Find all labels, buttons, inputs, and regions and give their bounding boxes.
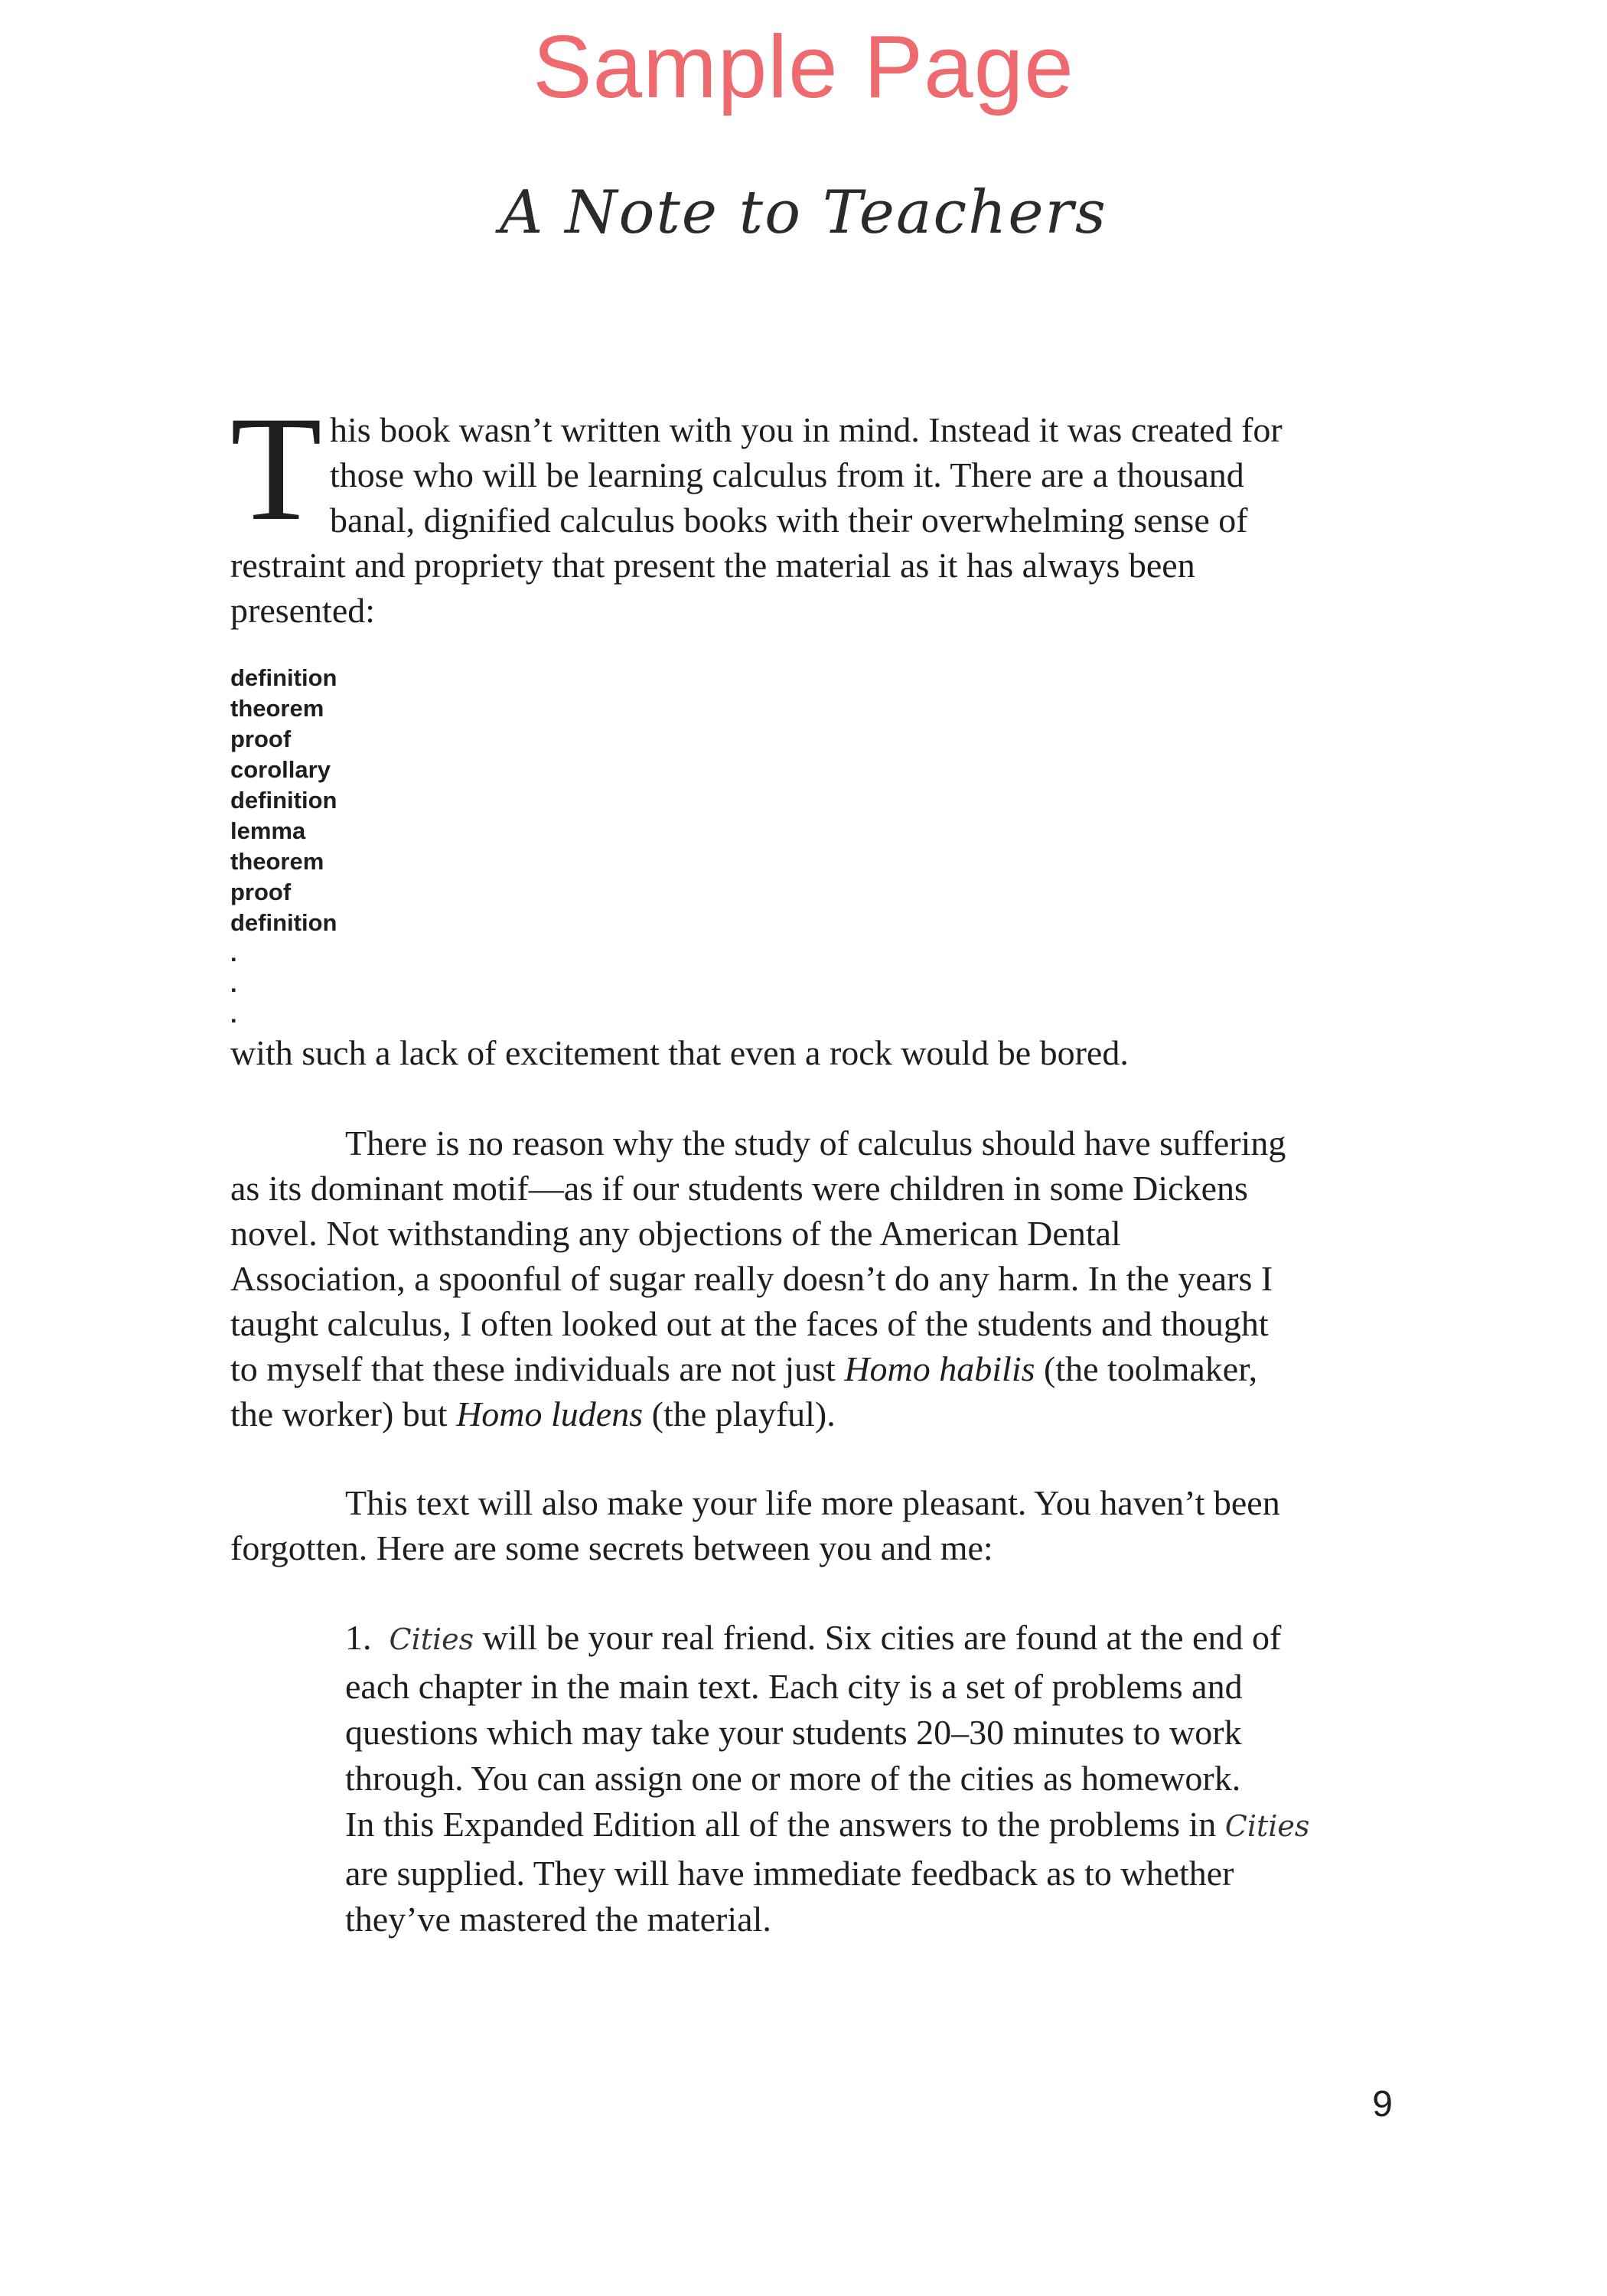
list-item: theorem (230, 695, 324, 722)
numbered-item-1 (345, 1615, 1309, 1942)
list-item: definition (230, 664, 337, 691)
paragraph-line: This text will also make your life more pleasant. You haven’t been (345, 1483, 1280, 1522)
list-item: definition (230, 909, 337, 936)
list-item: . (230, 970, 237, 997)
paragraph-line: are supplied. They will have immediate feedback as to whether (345, 1854, 1234, 1893)
intro-line: restraint and propriety that present the material as it has always been (230, 546, 1195, 585)
paragraph-line: novel. Not withstanding any objections of the American Dental (230, 1214, 1121, 1253)
paragraph-line: each chapter in the main text. Each city is a set of problems and (345, 1667, 1243, 1706)
list-item: theorem (230, 848, 324, 875)
paragraph-2 (230, 1120, 1286, 1437)
text-run: to myself that these individuals are not just (230, 1349, 845, 1388)
text-run: will be your real friend. Six cities are found at the end of (474, 1618, 1282, 1657)
paragraph-line: as its dominant motif—as if our students were children in some Dickens (230, 1169, 1248, 1208)
paragraph-line: taught calculus, I often looked out at the faces of the students and thought (230, 1304, 1269, 1343)
intro-paragraph (230, 407, 1386, 633)
paragraph-line: questions which may take your students 20–30 minutes to work (345, 1713, 1242, 1752)
text-run: (the playful). (643, 1394, 836, 1433)
italic-term: Homo ludens (456, 1394, 644, 1433)
list-item: corollary (230, 756, 331, 783)
sample-page-watermark: Sample Page (533, 17, 1074, 116)
text-run: (the toolmaker, (1035, 1349, 1258, 1388)
page-number: 9 (1372, 2084, 1393, 2125)
cities-word: Cities (389, 1623, 474, 1656)
paragraph-line: through. You can assign one or more of the cities as homework. (345, 1759, 1241, 1798)
cities-word: Cities (1224, 1809, 1310, 1843)
page-title: A Note to Teachers (500, 178, 1107, 247)
drop-cap: T (230, 386, 322, 552)
paragraph-line: Association, a spoonful of sugar really doesn’t do any harm. In the years I (230, 1259, 1273, 1298)
intro-line: banal, dignified calculus books with their overwhelming sense of (330, 501, 1248, 540)
closing-line: with such a lack of excitement that even a rock would be bored. (230, 1033, 1129, 1072)
text-run: the worker) but (230, 1394, 457, 1433)
paragraph-3 (230, 1480, 1280, 1570)
list-item: lemma (230, 817, 306, 844)
paragraph-line (230, 1346, 1286, 1391)
intro-line: his book wasn’t written with you in mind. Instead it was created for (330, 410, 1283, 449)
paragraph-line: There is no reason why the study of calculus should have suffering (345, 1124, 1286, 1163)
list-item: proof (230, 879, 292, 905)
paragraph-line (230, 1391, 1286, 1437)
paragraph-line (345, 1615, 1309, 1664)
list-item: definition (230, 787, 337, 814)
intro-line: those who will be learning calculus from it. There are a thousand (330, 455, 1244, 494)
list-item: proof (230, 726, 292, 752)
paragraph-line (345, 1802, 1309, 1851)
italic-term: Homo habilis (844, 1349, 1035, 1388)
text-run: In this Expanded Edition all of the answers to the problems in (345, 1805, 1225, 1844)
paragraph-line: forgotten. Here are some secrets between you and me: (230, 1528, 993, 1567)
intro-line: presented: (230, 591, 376, 630)
item-number: 1. (345, 1618, 372, 1657)
proof-steps-list (230, 663, 337, 1030)
paragraph-line: they’ve mastered the material. (345, 1900, 771, 1939)
list-item: . (230, 940, 237, 967)
list-item: . (230, 1001, 237, 1028)
